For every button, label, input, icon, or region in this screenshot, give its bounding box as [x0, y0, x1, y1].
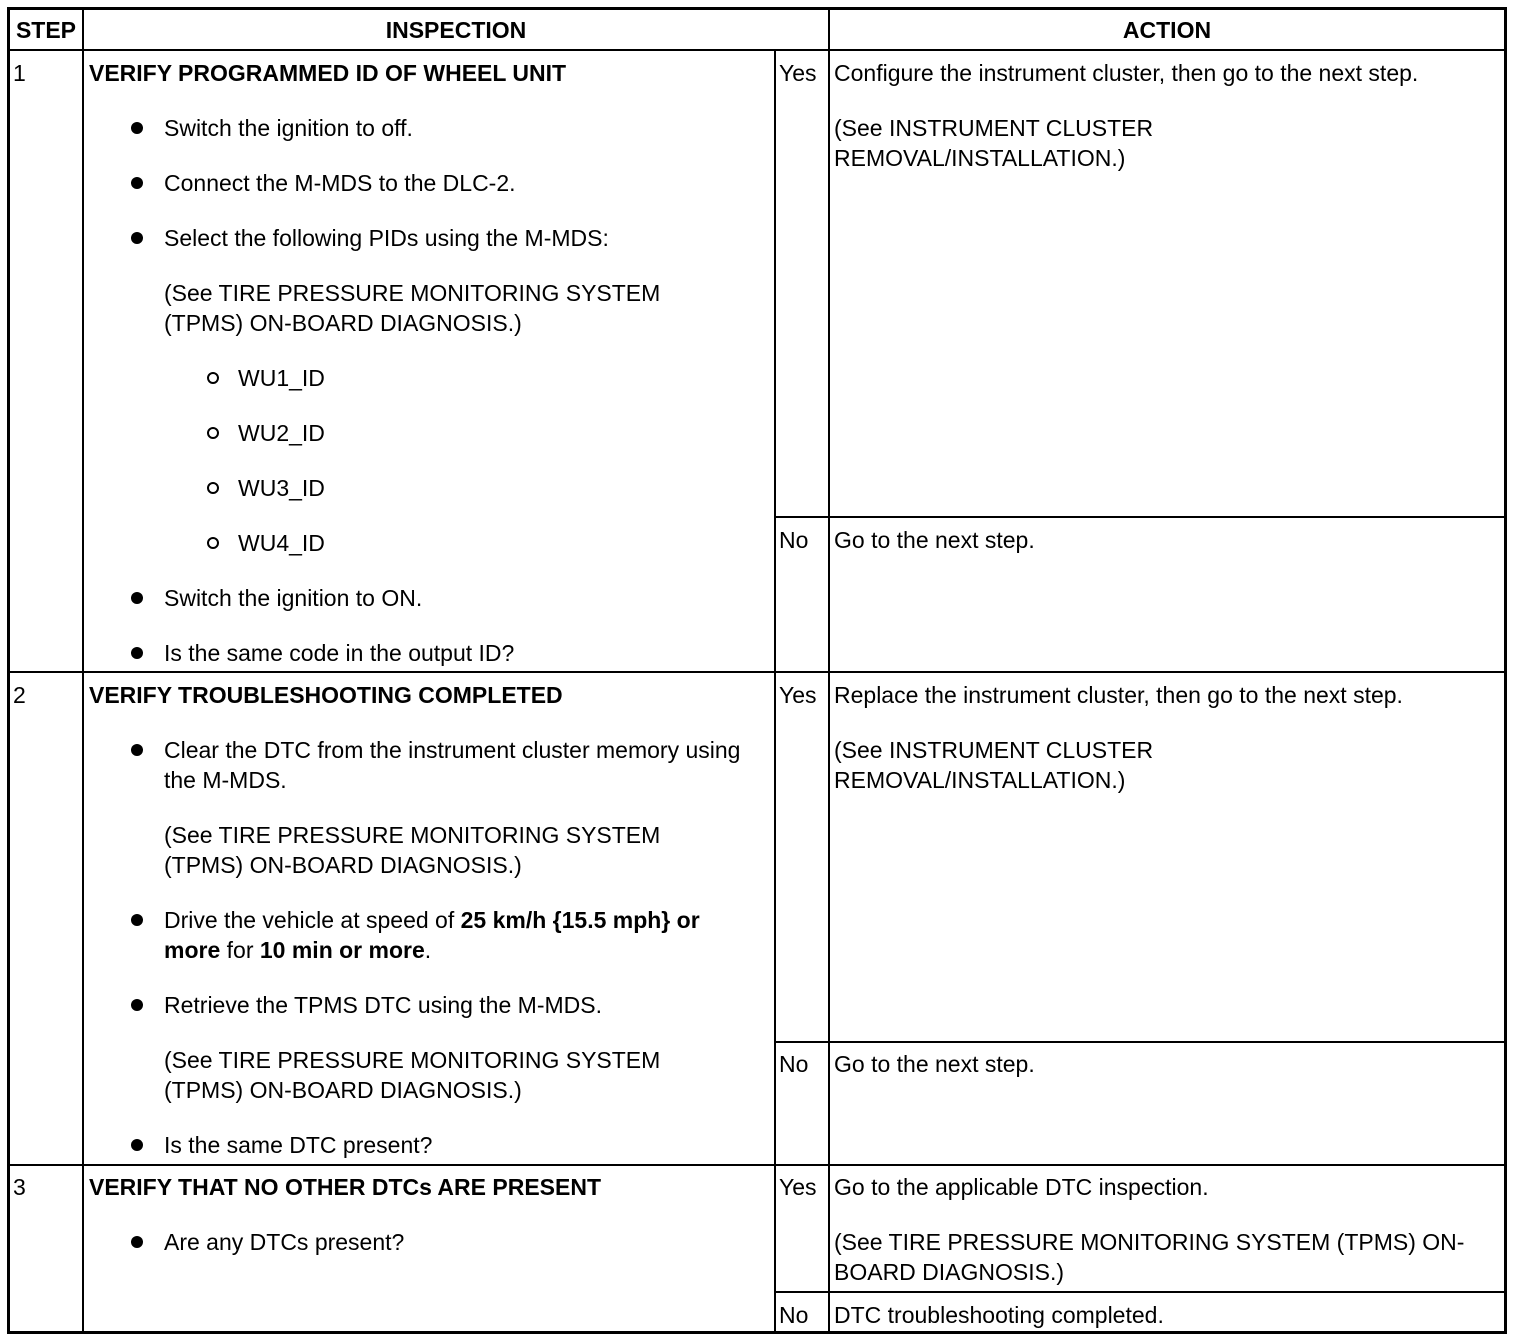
step-number: 3: [13, 1174, 26, 1200]
list-item: Drive the vehicle at speed of 25 km/h {15.5 mph} or more for 10 min or more.: [164, 905, 744, 965]
list-item: Clear the DTC from the instrument cluster memory using the M-MDS.: [164, 735, 744, 795]
list-item: Connect the M-MDS to the DLC-2.: [164, 168, 516, 198]
list-item: WU2_ID: [238, 418, 325, 448]
list-item: Is the same code in the output ID?: [164, 638, 514, 668]
yes-reference: (See TIRE PRESSURE MONITORING SYSTEM (TPMS) ON-BOARD DIAGNOSIS.): [834, 1229, 1465, 1285]
bullet-icon: [131, 122, 143, 134]
diagnostic-table: [7, 7, 1507, 1334]
row2-divider: [10, 1164, 1504, 1166]
list-item: WU4_ID: [238, 528, 325, 558]
list-item: Switch the ignition to ON.: [164, 583, 422, 613]
reference-note: (See TIRE PRESSURE MONITORING SYSTEM (TPMS) ON-BOARD DIAGNOSIS.): [164, 1047, 661, 1103]
row1-yes-no-divider: [774, 516, 1504, 518]
bullet-icon: [131, 232, 143, 244]
yes-reference: (See INSTRUMENT CLUSTER REMOVAL/INSTALLATION.): [834, 115, 1154, 171]
yes-action: Go to the applicable DTC inspection.: [834, 1174, 1209, 1200]
step-title: VERIFY PROGRAMMED ID OF WHEEL UNIT: [89, 60, 567, 86]
list-item: Retrieve the TPMS DTC using the M-MDS.: [164, 990, 602, 1020]
list-item: WU3_ID: [238, 473, 325, 503]
yes-label: Yes: [779, 60, 817, 86]
header-inspection: INSPECTION: [385, 17, 527, 43]
row1-divider: [10, 671, 1504, 673]
step-number: 1: [13, 60, 26, 86]
bullet-icon: [131, 647, 143, 659]
list-item: WU1_ID: [238, 363, 325, 393]
no-label: No: [779, 527, 809, 553]
header-step: STEP: [15, 17, 77, 43]
no-action: Go to the next step.: [834, 527, 1035, 553]
bullet-icon: [131, 1139, 143, 1151]
list-item: Is the same DTC present?: [164, 1130, 432, 1160]
sub-bullet-icon: [207, 537, 219, 549]
no-label: No: [779, 1051, 809, 1077]
bullet-icon: [131, 999, 143, 1011]
step-title: VERIFY THAT NO OTHER DTCs ARE PRESENT: [89, 1174, 602, 1200]
list-item: Select the following PIDs using the M-MDS:: [164, 223, 609, 253]
yes-label: Yes: [779, 1174, 817, 1200]
bullet-icon: [131, 744, 143, 756]
bullet-icon: [131, 1236, 143, 1248]
no-action: Go to the next step.: [834, 1051, 1035, 1077]
sub-bullet-icon: [207, 372, 219, 384]
col-divider-yesno: [774, 50, 776, 1331]
bullet-icon: [131, 177, 143, 189]
step-title: VERIFY TROUBLESHOOTING COMPLETED: [89, 682, 563, 708]
yes-label: Yes: [779, 682, 817, 708]
bullet-icon: [131, 592, 143, 604]
row3-yes-no-divider: [774, 1291, 1504, 1293]
step-number: 2: [13, 682, 26, 708]
header-action: ACTION: [1122, 17, 1212, 43]
yes-action: Configure the instrument cluster, then go to the next step.: [834, 60, 1419, 86]
sub-bullet-icon: [207, 482, 219, 494]
reference-note: (See TIRE PRESSURE MONITORING SYSTEM (TPMS) ON-BOARD DIAGNOSIS.): [164, 280, 661, 336]
yes-reference: (See INSTRUMENT CLUSTER REMOVAL/INSTALLATION.): [834, 737, 1154, 793]
no-action: DTC troubleshooting completed.: [834, 1302, 1164, 1328]
reference-note: (See TIRE PRESSURE MONITORING SYSTEM (TPMS) ON-BOARD DIAGNOSIS.): [164, 822, 661, 878]
row2-yes-no-divider: [774, 1041, 1504, 1043]
sub-bullet-icon: [207, 427, 219, 439]
yes-action: Replace the instrument cluster, then go to the next step.: [834, 682, 1403, 708]
list-item: Are any DTCs present?: [164, 1227, 404, 1257]
list-item: Switch the ignition to off.: [164, 113, 413, 143]
no-label: No: [779, 1302, 809, 1328]
bullet-icon: [131, 914, 143, 926]
